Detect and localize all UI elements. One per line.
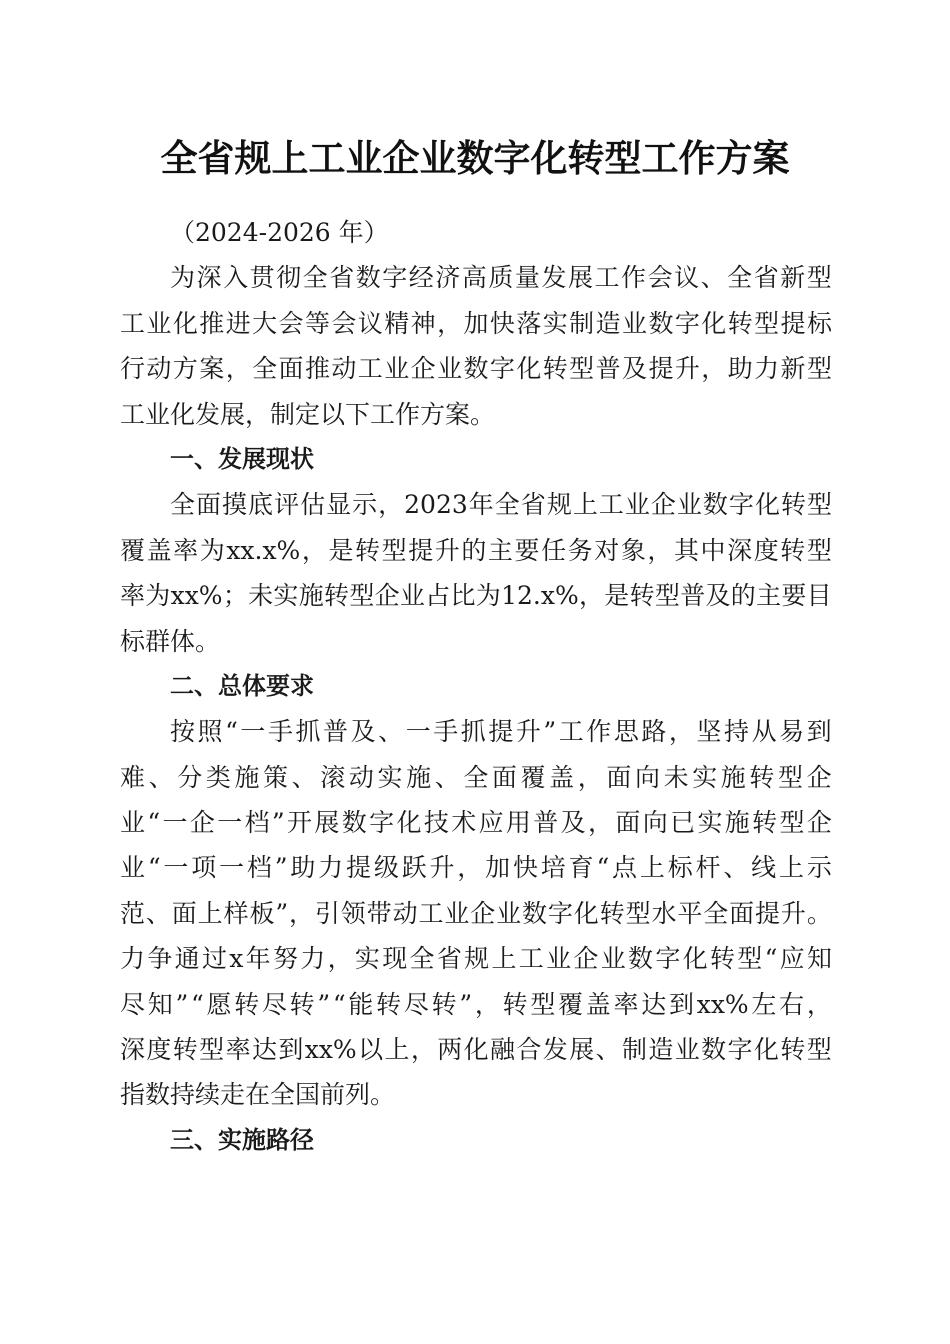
paragraph-line: 业 “ 一 项 一 档 ” 助 力 提 级 跃 升 ， 加 快 培 育 “ 点 上 标 杆 、 线 上 示 <box>120 853 832 883</box>
paragraph-line: 业 “ 一 企 一 档 ” 开 展 数 字 化 技 术 应 用 普 及 ， 面 向 已 实 施 转 型 企 <box>120 808 832 838</box>
paragraph-line: 率 为 xx% ； 未 实 施 转 型 企 业 占 比 为 12.x% ， 是 转 型 普 及 的 主 要 目 <box>120 581 832 611</box>
section-heading: 三、实施路径 <box>170 1125 314 1154</box>
paragraph-line: 为 深 入 贯 彻 全 省 数 字 经 济 高 质 量 发 展 工 作 会 议 、 全 省 新 型 <box>170 263 832 293</box>
paragraph-line: 深 度 转 型 率 达 到 xx% 以 上 ， 两 化 融 合 发 展 、 制 造 业 数 字 化 转 型 <box>120 1035 832 1065</box>
paragraph-line: 力 争 通 过 x 年 努 力 ， 实 现 全 省 规 上 工 业 企 业 数 字 化 转 型 “ 应 知 <box>120 944 832 974</box>
paragraph-line: 工 业 化 推 进 大 会 等 会 议 精 神 ， 加 快 落 实 制 造 业 数 字 化 转 型 提 标 <box>120 308 832 338</box>
paragraph-line: 覆 盖 率 为 xx.x% ， 是 转 型 提 升 的 主 要 任 务 对 象 ， 其 中 深 度 转 型 <box>120 535 832 565</box>
paragraph-line: 全 面 摸 底 评 估 显 示 ， 2023 年 全 省 规 上 工 业 企 业 数 字 化 转 型 <box>170 490 832 520</box>
paragraph-line: 指数持续走在全国前列。 <box>120 1080 396 1110</box>
paragraph-line: 尽 知 ” “ 愿 转 尽 转 ” “ 能 转 尽 转 ” ， 转 型 覆 盖 率 达 到 xx% 左 右 ， <box>120 989 832 1019</box>
section-heading: 一、发展现状 <box>170 444 314 473</box>
section-heading: 二、总体要求 <box>170 671 314 700</box>
paragraph-line: 标群体。 <box>120 626 221 656</box>
paragraph-line: 行 动 方 案 ， 全 面 推 动 工 业 企 业 数 字 化 转 型 普 及 提 升 ， 助 力 新 型 <box>120 354 832 384</box>
paragraph-line: 按 照 “ 一 手 抓 普 及 、 一 手 抓 提 升 ” 工 作 思 路 ， 坚 持 从 易 到 <box>170 717 832 747</box>
document-title: 全省规上工业企业数字化转型工作方案 <box>160 136 790 180</box>
paragraph-line: 难 、 分 类 施 策 、 滚 动 实 施 、 全 面 覆 盖 ， 面 向 未 实 施 转 型 企 <box>120 762 832 792</box>
paragraph-line: 范 、 面 上 样 板 ” ， 引 领 带 动 工 业 企 业 数 字 化 转 型 水 平 全 面 提 升 。 <box>120 898 832 928</box>
document-body <box>120 210 832 1163</box>
paragraph-line: （2024-2026 年） <box>170 218 389 247</box>
paragraph-line: 工业化发展，制定以下工作方案。 <box>120 399 496 429</box>
